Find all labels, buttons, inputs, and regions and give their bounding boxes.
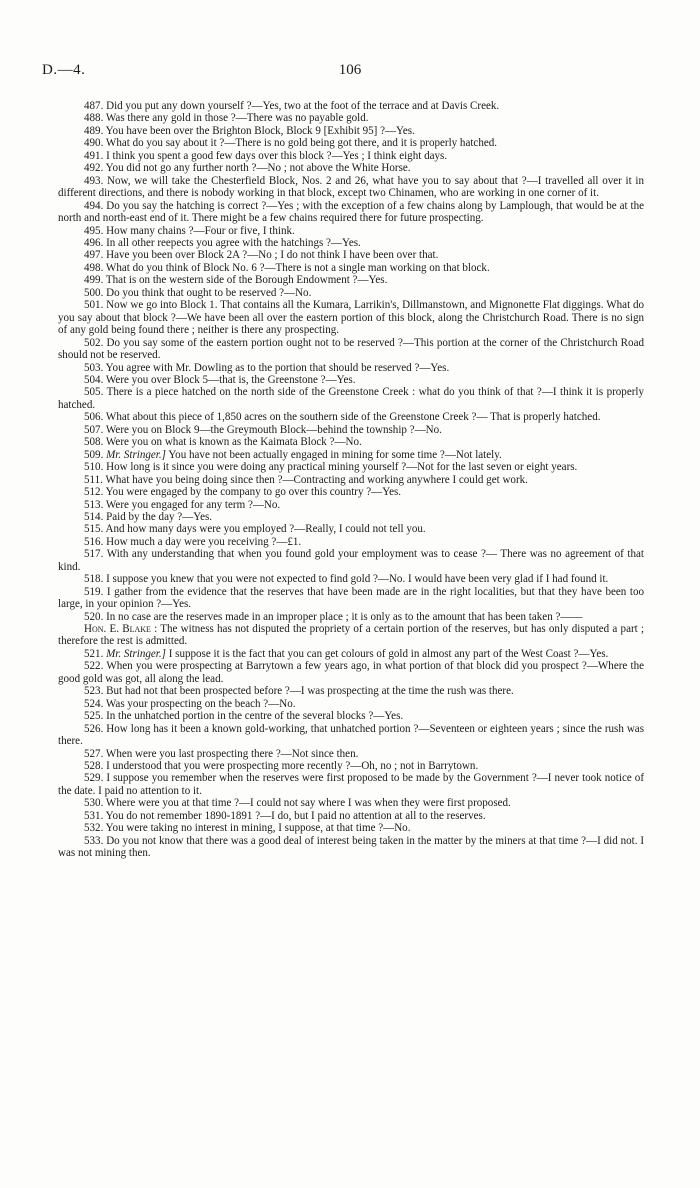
paragraph-text: 523. But had not that been prospected before ?—I was prospecting at the time the rush was there.: [84, 685, 514, 698]
testimony-paragraph: [58, 287, 644, 299]
testimony-paragraph: [58, 523, 644, 535]
testimony-paragraph: [58, 137, 644, 149]
testimony-paragraph: [58, 573, 644, 585]
paragraph-text: 506. What about this piece of 1,850 acres on the southern side of the Greenstone Creek ?— That is properly hatched.: [84, 411, 601, 424]
testimony-paragraph: [58, 100, 644, 112]
testimony-paragraph: [58, 299, 644, 336]
testimony-paragraph: [58, 611, 644, 623]
testimony-paragraph: [58, 723, 644, 748]
paragraph-text: 511. What have you being doing since then ?—Contracting and working anywhere I could get work.: [84, 473, 528, 486]
paragraph-text: 493. Now, we will take the Chesterfield Block, Nos. 2 and 26, what have you to say about that ?—I travelled all over it in different directions, and there is nobody working in that block, except two Chinamen, who are working in one corner of it.: [58, 174, 644, 200]
paragraph-text: 502. Do you say some of the eastern portion ought not to be reserved ?—This portion at the corner of the Christchurch Road should not be reserved.: [58, 336, 644, 362]
paragraph-text: I suppose it is the fact that you can get colours of gold in almost any part of the West Coast ?—Yes.: [168, 647, 609, 660]
paragraph-text: 490. What do you say about it ?—There is no gold being got there, and it is properly hatched.: [84, 137, 498, 150]
testimony-paragraph: [58, 411, 644, 423]
testimony-paragraph: [58, 511, 644, 523]
document-reference: D.—4.: [42, 62, 86, 78]
paragraph-text: 522. When you were prospecting at Barrytown a few years ago, in what portion of that block did you prospect ?—Where the good gold was got, all along the lead.: [58, 660, 644, 685]
testimony-paragraph: [58, 835, 644, 860]
testimony-paragraph: [58, 548, 644, 573]
paragraph-text: 499. That is on the western side of the Borough Endowment ?—Yes.: [84, 274, 388, 287]
paragraph-text: 495. How many chains ?—Four or five, I think.: [84, 224, 295, 237]
testimony-paragraph: [58, 374, 644, 386]
testimony-paragraph: [58, 810, 644, 822]
testimony-paragraph: [58, 648, 644, 660]
testimony-paragraph: [58, 162, 644, 174]
paragraph-text: 507. Were you on Block 9—the Greymouth Block—behind the township ?—No.: [84, 423, 442, 436]
paragraph-text: 501. Now we go into Block 1. That contains all the Kumara, Larrikin's, Dillmanstown, and Mignonette Flat diggings. What do you say about that block ?—We have been all over the eastern portion of this block, along the Christchurch Road. There is no sign of any gold being found there ; neither is there any prospecting.: [58, 299, 644, 337]
testimony-paragraph: [58, 112, 644, 124]
examiner-name: Mr. Stringer.]: [106, 448, 166, 461]
examiner-name: Mr. Stringer.]: [106, 647, 166, 660]
testimony-paragraph: [58, 797, 644, 809]
paragraph-text: 530. Where were you at that time ?—I could not say where I was when they were first proposed.: [84, 797, 511, 810]
testimony-paragraph: [58, 623, 644, 648]
testimony-paragraph: [58, 125, 644, 137]
testimony-paragraph: [58, 262, 644, 274]
paragraph-text: 517. With any understanding that when you found gold your employment was to cease ?— There was no agreement of that kind.: [58, 548, 644, 573]
testimony-paragraph: [58, 150, 644, 162]
page-header: [42, 62, 658, 82]
testimony-paragraph: [58, 822, 644, 834]
paragraph-text: 497. Have you been over Block 2A ?—No ; I do not think I have been over that.: [84, 249, 439, 262]
testimony-paragraph: [58, 225, 644, 237]
paragraph-text: 532. You were taking no interest in mining, I suppose, at that time ?—No.: [84, 822, 411, 835]
paragraph-text: 527. When were you last prospecting there ?—Not since then.: [84, 747, 359, 760]
testimony-paragraph: [58, 760, 644, 772]
question-number: 521.: [84, 647, 107, 660]
testimony-paragraph: [58, 474, 644, 486]
question-number: 509.: [84, 448, 107, 461]
testimony-paragraph: [58, 499, 644, 511]
paragraph-text: 503. You agree with Mr. Dowling as to the portion that should be reserved ?—Yes.: [84, 361, 450, 374]
testimony-paragraph: [58, 486, 644, 498]
page-number: 106: [338, 62, 362, 78]
paragraph-text: 496. In all other reepects you agree with the hatchings ?—Yes.: [84, 236, 361, 249]
testimony-paragraph: [58, 386, 644, 411]
paragraph-text: 514. Paid by the day ?—Yes.: [84, 510, 213, 523]
paragraph-text: 494. Do you say the hatching is correct ?—Yes ; with the exception of a few chains along by Lamplough, that would be at the north and north-east end of it. There might be a few chains required there for future prospecting.: [58, 199, 644, 225]
paragraph-text: 512. You were engaged by the company to go over this country ?—Yes.: [84, 486, 402, 499]
paragraph-text: 505. There is a piece hatched on the north side of the Greenstone Creek : what do you think of that ?—I think it is properly hatched.: [58, 386, 644, 411]
paragraph-text: 488. Was there any gold in those ?—There was no payable gold.: [84, 112, 369, 125]
testimony-paragraph: [58, 424, 644, 436]
paragraph-text: 531. You do not remember 1890-1891 ?—I do, but I paid no attention at all to the reserves.: [84, 809, 486, 822]
paragraph-text: The witness has not disputed the propriety of a certain portion of the reserves, but has only disputed a part ; therefore the rest is admitted.: [58, 623, 645, 648]
paragraph-text: 526. How long has it been a known gold-working, that unhatched portion ?—Seventeen or eighteen years ; since the rush was there.: [58, 722, 644, 748]
paragraph-text: 518. I suppose you knew that you were not expected to find gold ?—No. I would have been very glad if I had found it.: [84, 573, 609, 586]
testimony-paragraph: [58, 698, 644, 710]
paragraph-text: 504. Were you over Block 5—that is, the Greenstone ?—Yes.: [84, 373, 356, 386]
testimony-paragraph: [58, 274, 644, 286]
testimony-body: [58, 100, 644, 860]
paragraph-text: You have not been actually engaged in mining for some time ?—Not lately.: [168, 448, 502, 461]
speaker-name: Hon. E. Blake :: [84, 623, 158, 636]
paragraph-text: 498. What do you think of Block No. 6 ?—There is not a single man working on that block.: [84, 261, 490, 274]
paragraph-text: 515. And how many days were you employed ?—Really, I could not tell you.: [84, 523, 426, 536]
testimony-paragraph: [58, 660, 644, 685]
paragraph-text: 528. I understood that you were prospecting more recently ?—Oh, no ; not in Barrytown.: [84, 760, 479, 773]
paragraph-text: 500. Do you think that ought to be reserved ?—No.: [84, 286, 312, 299]
paragraph-text: 519. I gather from the evidence that the reserves that have been made are in the right localities, but that they have been too large, in your opinion ?—Yes.: [58, 585, 644, 611]
testimony-paragraph: [58, 175, 644, 200]
paragraph-text: 529. I suppose you remember when the reserves were first proposed to be made by the Government ?—I never took notice of the date. I paid no attention to it.: [58, 772, 644, 797]
paragraph-text: 489. You have been over the Brighton Block, Block 9 [Exhibit 95] ?—Yes.: [84, 124, 415, 137]
testimony-paragraph: [58, 337, 644, 362]
paragraph-text: 516. How much a day were you receiving ?—£1.: [84, 535, 302, 548]
testimony-paragraph: [58, 772, 644, 797]
paragraph-text: 520. In no case are the reserves made in an improper place ; it is only as to the amount that has been taken ?——: [84, 610, 583, 623]
testimony-paragraph: [58, 436, 644, 448]
paragraph-text: 487. Did you put any down yourself ?—Yes, two at the foot of the terrace and at Davis Creek.: [84, 100, 500, 112]
testimony-paragraph: [58, 237, 644, 249]
testimony-paragraph: [58, 536, 644, 548]
paragraph-text: 492. You did not go any further north ?—No ; not above the White Horse.: [84, 162, 411, 175]
paragraph-text: 524. Was your prospecting on the beach ?—No.: [84, 697, 296, 710]
testimony-paragraph: [58, 710, 644, 722]
paragraph-text: 510. How long is it since you were doing any practical mining yourself ?—Not for the last seven or eight years.: [84, 461, 578, 474]
testimony-paragraph: [58, 249, 644, 261]
testimony-paragraph: [58, 685, 644, 697]
testimony-paragraph: [58, 449, 644, 461]
testimony-paragraph: [58, 461, 644, 473]
testimony-paragraph: [58, 748, 644, 760]
testimony-paragraph: [58, 586, 644, 611]
testimony-paragraph: [58, 200, 644, 225]
testimony-paragraph: [58, 362, 644, 374]
paragraph-text: 533. Do you not know that there was a good deal of interest being taken in the matter by the miners at that time ?—I did not. I was not mining then.: [58, 834, 644, 860]
paragraph-text: 508. Were you on what is known as the Kaimata Block ?—No.: [84, 436, 362, 449]
paragraph-text: 491. I think you spent a good few days over this block ?—Yes ; I think eight days.: [84, 149, 448, 162]
paragraph-text: 513. Were you engaged for any term ?—No.: [84, 498, 281, 511]
paragraph-text: 525. In the unhatched portion in the centre of the several blocks ?—Yes.: [84, 710, 404, 723]
